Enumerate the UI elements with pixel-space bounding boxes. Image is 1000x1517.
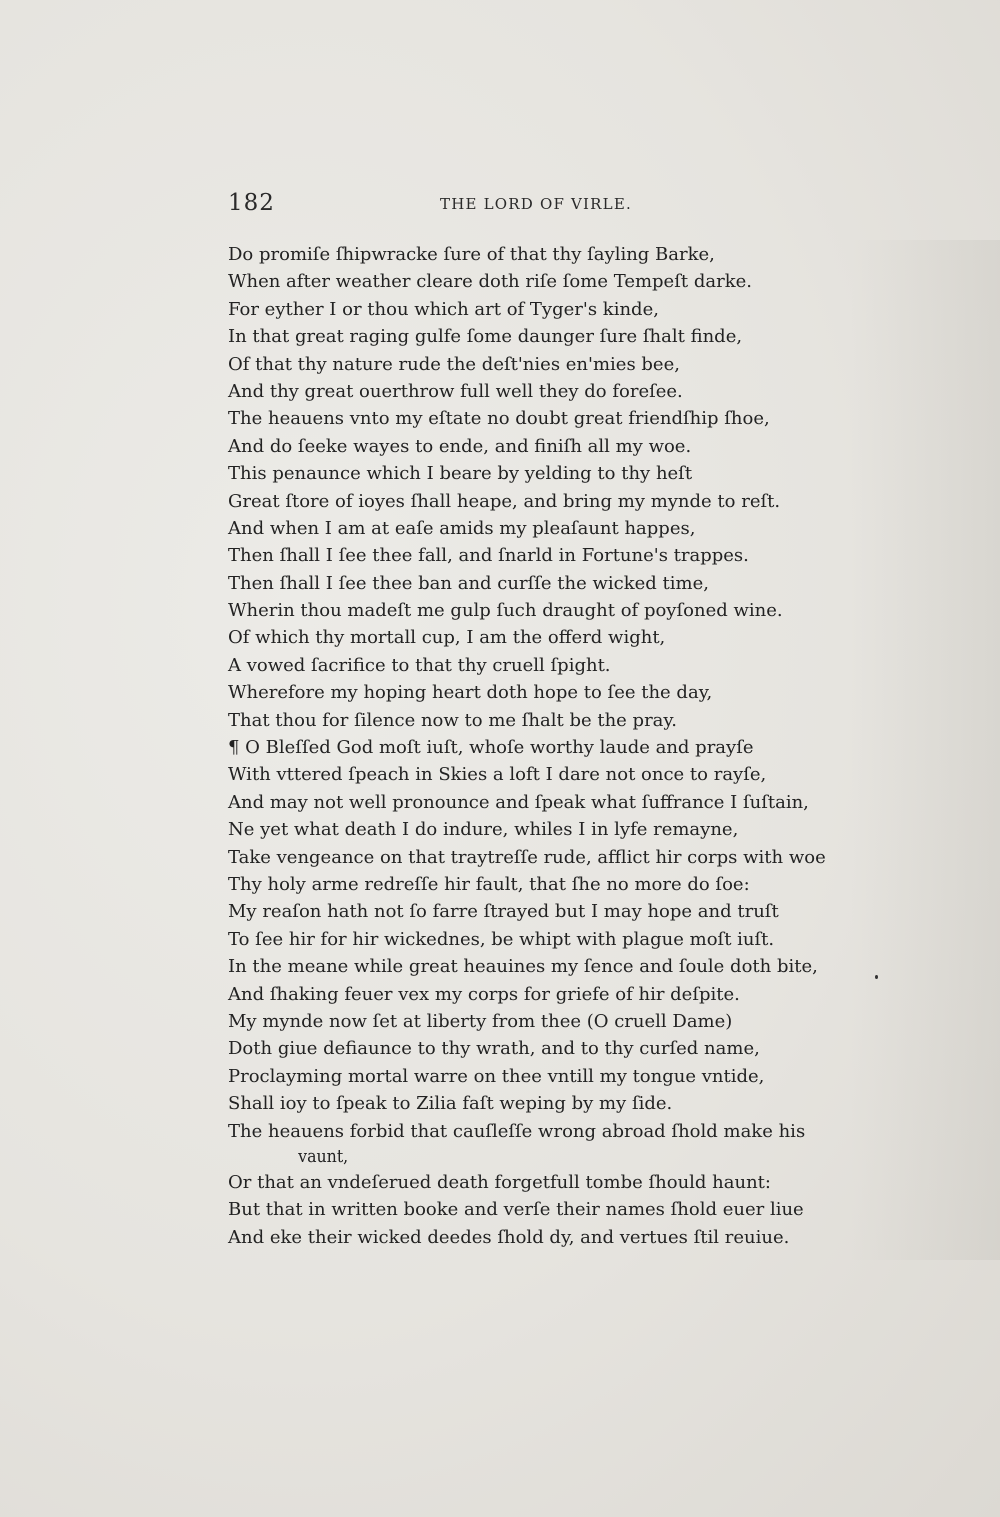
text-line: Take vengeance on that traytreſſe rude, afflict hir corps with woe	[228, 846, 826, 868]
text-line: This penaunce which I beare by yelding to thy heſt	[228, 463, 693, 485]
text-line: Or that an vndeſerued death forgetfull tombe ſhould haunt:	[228, 1171, 771, 1193]
text-line: Of that thy nature rude the deſt'nies en'mies bee,	[228, 353, 680, 375]
text-line: Of which thy mortall cup, I am the offerd wight,	[228, 627, 666, 649]
page-number: 182	[228, 190, 275, 216]
text-line: And may not well pronounce and ſpeak what ſuffrance I ſuſtain,	[228, 791, 809, 813]
text-line: And do ſeeke wayes to ende, and finiſh all my woe.	[228, 435, 692, 457]
text-line: But that in written booke and verſe their names ſhold euer liue	[228, 1199, 804, 1221]
page-header	[228, 190, 868, 220]
text-line: For eyther I or thou which art of Tyger's kinde,	[228, 298, 659, 320]
text-line: A vowed ſacrifice to that thy cruell ſpight.	[228, 654, 611, 676]
text-line: Thy holy arme redreſſe hir fault, that ſhe no more do ſoe:	[228, 873, 750, 895]
text-line: My reaſon hath not ſo farre ſtrayed but I may hope and truſt	[228, 901, 779, 923]
text-line: The heauens forbid that cauſleſſe wrong abroad ſhold make his	[228, 1120, 806, 1142]
text-line: ¶ O Bleſſed God moſt iuſt, whoſe worthy laude and prayſe	[228, 737, 754, 759]
text-line-continuation: vaunt,	[298, 1145, 349, 1167]
text-line: Do promiſe ſhipwracke ſure of that thy ſayling Barke,	[228, 244, 715, 265]
text-line: Wherefore my hoping heart doth hope to ſee the day,	[228, 682, 713, 704]
text-line: Then ſhall I ſee thee ban and curſſe the wicked time,	[228, 572, 709, 594]
text-line: When after weather cleare doth riſe ſome Tempeſt darke.	[228, 271, 752, 293]
text-line: And when I am at eaſe amids my pleaſaunt happes,	[228, 517, 696, 539]
text-line: With vttered ſpeach in Skies a loft I dare not once to rayſe,	[228, 764, 767, 786]
text-line: Shall ioy to ſpeak to Zilia faſt weping by my ſide.	[228, 1093, 673, 1115]
text-line: Ne yet what death I do indure, whiles I in lyfe remayne,	[228, 819, 739, 841]
text-line: In the meane while great heauines my ſence and ſoule doth bite,	[228, 956, 818, 978]
margin-speck	[875, 975, 878, 979]
text-line: Proclayming mortal warre on thee vntill my tongue vntide,	[228, 1065, 765, 1087]
text-line: That thou for ſilence now to me ſhalt be the pray.	[228, 709, 677, 731]
text-line: Then ſhall I ſee thee fall, and ſnarld in Fortune's trappes.	[228, 545, 749, 567]
text-line: In that great raging gulfe ſome daunger ſure ſhalt finde,	[228, 326, 743, 348]
text-line: The heauens vnto my eſtate no doubt great friendſhip ſhoe,	[228, 408, 770, 430]
running-head: THE LORD OF VIRLE.	[440, 195, 632, 213]
poem-text	[228, 241, 878, 1251]
text-line: And thy great ouerthrow full well they do foreſee.	[228, 380, 683, 402]
text-line: My mynde now ſet at liberty from thee (O cruell Dame)	[228, 1010, 733, 1032]
text-line: And eke their wicked deedes ſhold dy, and vertues ſtil reuiue.	[228, 1226, 790, 1248]
text-line: Wherin thou madeſt me gulp ſuch draught of poyſoned wine.	[228, 600, 783, 622]
text-line: To ſee hir for hir wickednes, be whipt with plague moſt iuſt.	[228, 928, 775, 950]
text-line: Great ſtore of ioyes ſhall heape, and bring my mynde to reſt.	[228, 490, 781, 512]
text-line: Doth giue defiaunce to thy wrath, and to thy curſed name,	[228, 1038, 760, 1060]
text-line: And ſhaking feuer vex my corps for griefe of hir deſpite.	[228, 983, 740, 1005]
